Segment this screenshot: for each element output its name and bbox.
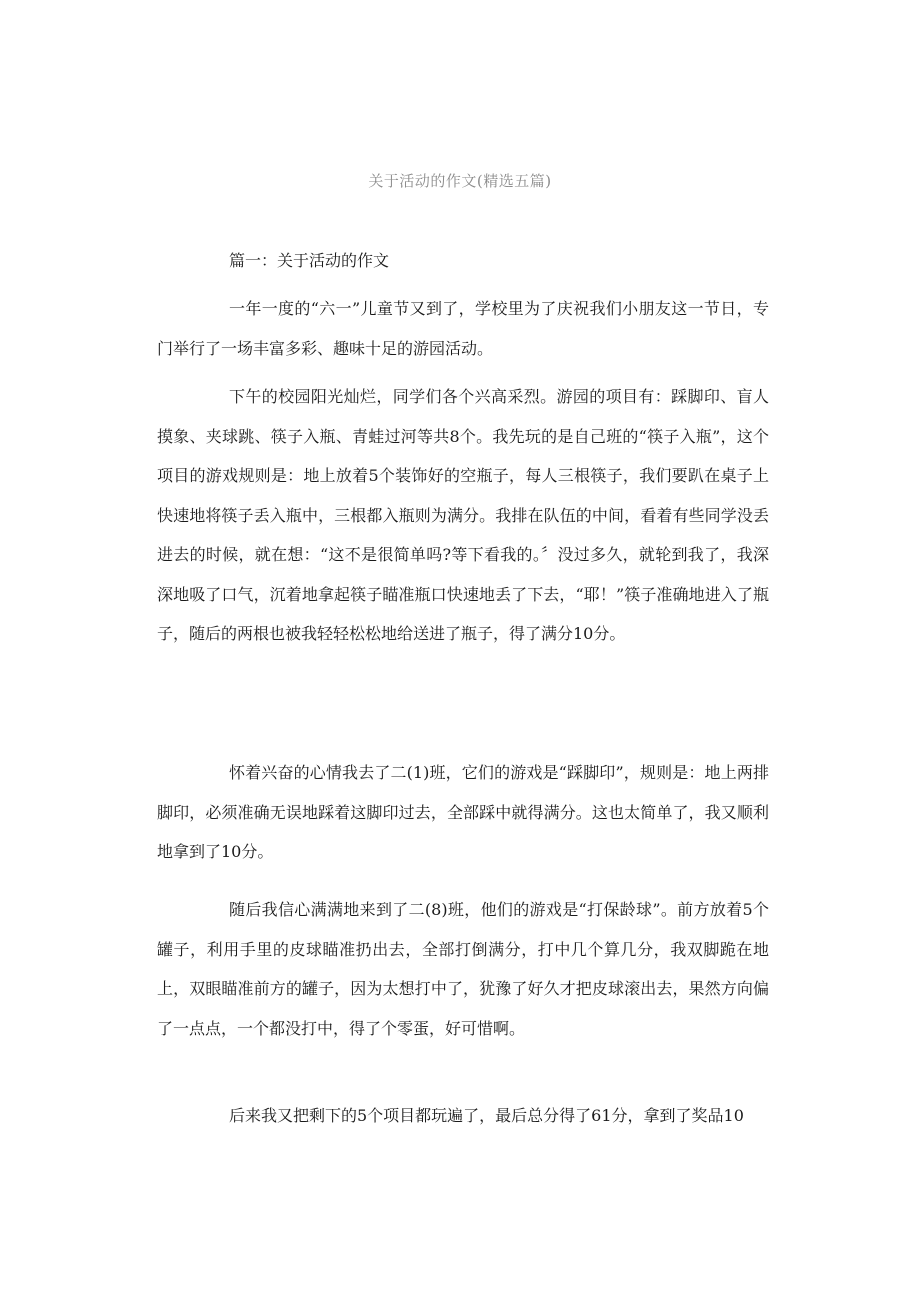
paragraph-2: 下午的校园阳光灿烂，同学们各个兴高采烈。游园的项目有：踩脚印、盲人摸象、夹球跳、筷子入瓶、青蛙过河等共8个。我先玩的是自己班的“筷子入瓶”，这个项目的游戏规则是：地上放着5个装饰好的空瓶子，每人三根筷子，我们要趴在桌子上快速地将筷子丢入瓶中，三根都入瓶则为满分。我排在队伍的中间，看着有些同学没丢进去的时候，就在想：“这不是很简单吗?等下看我的。〞没过多久，就轮到我了，我深深地吸了口气，沉着地拿起筷子瞄准瓶口快速地丢了下去，“耶！”筷子准确地进入了瓶子，随后的两根也被我轻轻松松地给送进了瓶子，得了满分10分。 xyxy=(157,387,769,643)
paragraph-5: 后来我又把剩下的5个项目都玩遍了，最后总分得了61分，拿到了奖品10 xyxy=(229,1106,744,1125)
paragraph-1: 一年一度的“六一”儿童节又到了，学校里为了庆祝我们小朋友这一节日，专门举行了一场丰富多彩、趣味十足的游园活动。 xyxy=(157,299,769,358)
paragraph-3: 怀着兴奋的心情我去了二(1)班，它们的游戏是“踩脚印”，规则是：地上两排脚印，必须准确无误地踩着这脚印过去，全部踩中就得满分。这也太简单了，我又顺利地拿到了10分。 xyxy=(157,763,769,861)
document-title: 关于活动的作文(精选五篇) xyxy=(368,172,552,190)
paragraph-4: 随后我信心满满地来到了二(8)班，他们的游戏是“打保龄球”。前方放着5个罐子，利用手里的皮球瞄准扔出去，全部打倒满分，打中几个算几分，我双脚跪在地上，双眼瞄准前方的罐子，因为太想打中了，犹豫了好久才把皮球滚出去，果然方向偏了一点点，一个都没打中，得了个零蛋，好可惜啊。 xyxy=(157,900,769,1038)
section-heading: 篇一：关于活动的作文 xyxy=(229,251,390,270)
